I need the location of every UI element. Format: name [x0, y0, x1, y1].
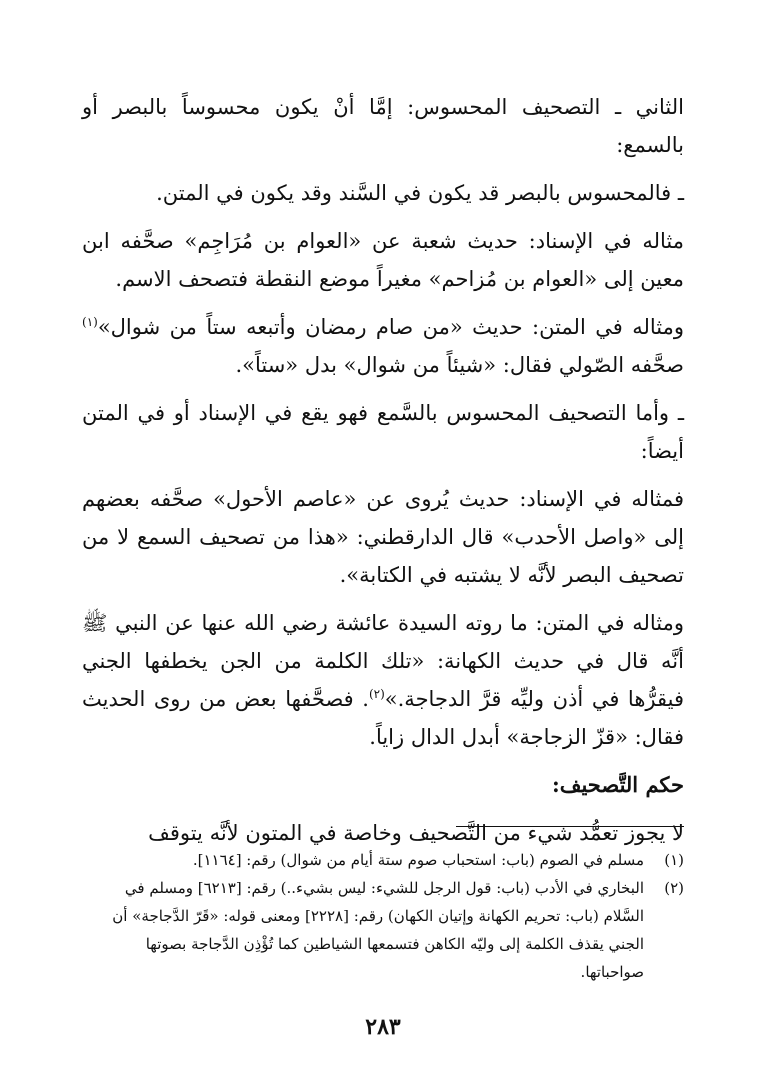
footnote-number: (٢): [664, 879, 684, 897]
footnote-number: (١): [664, 851, 684, 869]
main-text: [82, 88, 684, 862]
page-number: ٢٨٣: [365, 1014, 401, 1040]
paragraph-ruling: لا يجوز تعمُّد شيء من التَّصحيف وخاصة في المتون لأنَّه يتوقف: [148, 821, 684, 845]
paragraph-isnad-example: مثاله في الإسناد: حديث شعبة عن «العوام بن مُرَاجِم» صحَّفه ابن معين إلى «العوام بن مُزاحم» مغيراً موضع النقطة فتصحف الاسم.: [82, 229, 684, 291]
footnote-1: [82, 846, 684, 874]
paragraph-auditory-tashif: ـ وأما التصحيف المحسوس بالسَّمع فهو يقع في الإسناد أو في المتن أيضاً:: [82, 401, 684, 463]
section-heading: حكم التَّصحيف:: [551, 772, 684, 797]
paragraph-auditory-matn: [82, 604, 684, 756]
paragraph-visual-by-sight: ـ فالمحسوس بالبصر قد يكون في السَّند وقد يكون في المتن.: [156, 181, 684, 205]
matn-example-text: ومثاله في المتن: حديث «من صام رمضان وأتبعه ستاً من شوال»: [97, 315, 684, 339]
footnote-text: مسلم في الصوم (باب: استحباب صوم ستة أيام من شوال) رقم: [١١٦٤].: [192, 851, 644, 869]
footnote-marker-1[interactable]: (١): [82, 315, 98, 329]
auditory-matn-text-cont: . فصحَّفها بعض من روى الحديث فقال: «قزّ الزجاجة» أبدل الدال زاياً.: [82, 687, 684, 749]
paragraph-auditory-isnad: فمثاله في الإسناد: حديث يُروى عن «عاصم الأحول» صحَّفه بعضهم إلى «واصل الأحدب» قال الدارقطني: «هذا من تصحيف السمع لا من تصحيف البصر لأنَّه لا يشتبه في الكتابة».: [82, 487, 684, 587]
paragraph-visual-tashif: الثاني ـ التصحيف المحسوس: إمَّا أنْ يكون محسوساً بالبصر أو بالسمع:: [82, 95, 684, 157]
footnote-2: [82, 874, 684, 986]
matn-example-text-cont: صحَّفه الصّولي فقال: «شيئاً من شوال» بدل «ستاً».: [235, 353, 684, 377]
footnote-text: البخاري في الأدب (باب: قول الرجل للشيء: ليس بشيء..) رقم: [٦٢١٣] ومسلم في السَّلام (باب: تحريم الكهانة وإتيان الكهان) رقم: [٢٢٢٨] ومعنى قوله: «قَرّ الدَّجاجة» أن الجني يقذف الكلمة إلى وليّه الكاهن فتسمعها الشياطين كما تُؤْذِن الدَّجاجة بصوتها صواحباتها.: [112, 879, 644, 981]
auditory-matn-text: ومثاله في المتن: ما روته السيدة عائشة رضي الله عنها عن النبي ﷺ أنَّه قال في حديث الكهانة: «تلك الكلمة من الجن يخطفها الجني فيقرُّها في أذن وليِّه قرَّ الدجاجة.»: [82, 611, 684, 711]
footnote-marker-2[interactable]: (٢): [368, 687, 385, 701]
footnote-separator: [456, 826, 684, 827]
paragraph-matn-example: [82, 308, 684, 384]
footnotes: [82, 846, 684, 986]
